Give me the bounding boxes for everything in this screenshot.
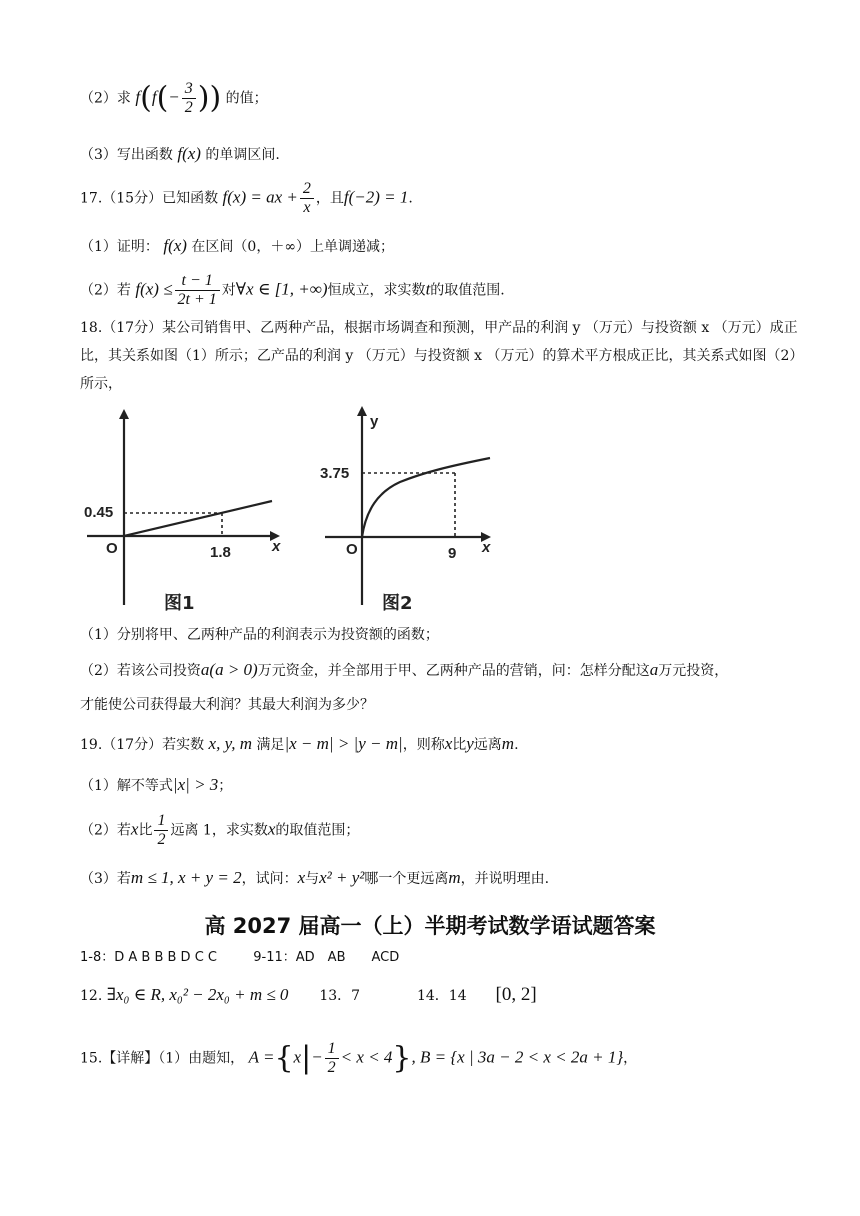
- figure-1: [82, 405, 292, 615]
- q19-p1-ineq: |x| > 3: [172, 775, 219, 794]
- q17-p2-fraction: [175, 272, 220, 309]
- fig2-yaxis-label: y: [370, 413, 379, 430]
- q17-end: .: [408, 190, 413, 207]
- q19-p1-end: ；: [218, 778, 233, 794]
- q19-head-text: 19.（17分）若实数: [80, 737, 205, 753]
- q19-head: [80, 734, 800, 754]
- fraction-num: t − 1: [175, 272, 220, 291]
- q19-bi: 比: [452, 737, 467, 753]
- q19-p2-post: 远离 1，求实数: [170, 822, 268, 839]
- answers-q15: [80, 1040, 800, 1077]
- answers-q14: 14．14: [416, 988, 467, 1004]
- q19-mid2: ，则称: [402, 737, 445, 753]
- fraction-den: x: [303, 199, 311, 216]
- q17-p2-pre: （2）若: [80, 282, 131, 299]
- q17-cond: f(−2) = 1: [343, 187, 409, 207]
- q19-p2-end: 的取值范围；: [275, 822, 360, 839]
- answers-q12: ∃x₀ ∈ R, x₀² − 2x₀ + m ≤ 0: [106, 985, 289, 1004]
- q19-ineq: |x − m| > |y − m|: [284, 734, 403, 753]
- q18-text: 18.（17分）某公司销售甲、乙两种产品，根据市场调查和预测，甲产品的利润 y （万元）与投资额 x （万元）成正比，其关系如图（1）所示；乙产品的利润 y （万元）与投资额 x （万元）的算术平方根成正比，其关系式如图（2）所示，: [80, 320, 804, 392]
- q18-p2-mid: 万元资金，并全部用于甲、乙两种产品的营销，问：怎样分配这: [257, 663, 650, 679]
- answers-q15-Arest: < x < 4: [340, 1047, 393, 1067]
- q18-part2: [80, 660, 800, 680]
- q19-part2: [80, 812, 800, 849]
- fraction-den: 2: [184, 99, 193, 116]
- fraction-num: 1: [154, 812, 168, 831]
- fig2-xtick: 9: [448, 545, 457, 562]
- fig2-ytick: 3.75: [320, 465, 350, 482]
- q17-p1-post: 在区间（0，＋∞）上单调递减；: [191, 239, 394, 255]
- q17-mid: ，且: [315, 190, 344, 207]
- q19-x: x: [444, 734, 453, 753]
- fraction-den: 2: [327, 1059, 336, 1076]
- q19-p2-bi: 比: [138, 822, 153, 839]
- q17-fx: f(x) = ax +: [222, 187, 298, 207]
- q19-p3-cond: m ≤ 1, x + y = 2: [130, 868, 242, 887]
- q17-p2-range: ∀x ∈ [1, +∞): [235, 279, 328, 299]
- q17-p2-post: 恒成立，求实数: [327, 282, 426, 299]
- answers-q13: 13．7: [319, 988, 361, 1004]
- q16-p2-post: 的值；: [225, 90, 268, 107]
- answers-q15-x: x: [293, 1047, 302, 1067]
- minus-sign: −: [168, 87, 180, 107]
- fig1-xtick: 1.8: [210, 544, 231, 561]
- q16-p2-pre: （2）求: [80, 90, 131, 107]
- q19-p3-with: 与: [305, 871, 320, 887]
- q17-p1-pre: （1）证明：: [80, 239, 159, 255]
- fig1-ytick: 0.45: [84, 504, 114, 521]
- paren-open-inner: (: [156, 80, 169, 116]
- answers-q14-interval: [0, 2]: [495, 984, 537, 1005]
- q18-p2-post: 万元投资，: [658, 663, 729, 679]
- q19-p3-expr: x² + y²: [319, 868, 365, 887]
- q16-p3-fx: f(x): [177, 144, 201, 163]
- answers-q15-end: ，: [623, 1050, 638, 1067]
- fig2-caption: 图2: [382, 593, 413, 614]
- q17-part1: [80, 236, 800, 256]
- q19-part3: [80, 868, 800, 888]
- fig1-xaxis-label: x: [272, 538, 281, 555]
- figure-2: [320, 400, 500, 615]
- q17-fraction: [300, 180, 314, 217]
- q19-p3-post: 哪一个更远离: [364, 871, 449, 887]
- answers-multi: 9-11：AD AB ACD: [253, 950, 400, 965]
- fig1-line: [124, 501, 272, 536]
- q19-vars: x, y, m: [208, 734, 252, 753]
- q17-p2-end: 的取值范围.: [430, 282, 505, 299]
- answers-mc: 1-8：D A B B B D C C: [80, 950, 217, 965]
- q16-p2-fraction: [182, 80, 196, 117]
- q19-p2-x: x: [130, 819, 139, 839]
- fig1-origin: O: [106, 540, 118, 557]
- answers-q15-A: A =: [248, 1047, 275, 1067]
- q17-head: [80, 180, 800, 217]
- fig1-caption: 图1: [164, 593, 195, 614]
- answers-q15-head: 15.【详解】（1）由题知，: [80, 1050, 245, 1067]
- q19-p2-x2: x: [267, 819, 276, 839]
- brace-open: {: [274, 1040, 294, 1076]
- q17-p1-fx: f(x): [163, 236, 187, 255]
- paren-close: ): [209, 80, 222, 116]
- fig2-curve: [362, 458, 490, 537]
- fraction-num: 1: [325, 1040, 339, 1059]
- q18-p2-pre: （2）若该公司投资: [80, 663, 201, 679]
- q17-head-text: 17.（15分）已知函数: [80, 190, 219, 207]
- q19-part1: [80, 775, 800, 795]
- q16-p3-post: 的单调区间.: [205, 147, 280, 163]
- answers-q15-fraction: [325, 1040, 339, 1077]
- q19-y: y: [466, 734, 474, 753]
- answers-q15-B: , B = {x | 3a − 2 < x < 2a + 1}: [411, 1047, 624, 1067]
- paren-open: (: [140, 80, 152, 116]
- fraction-den: 2t + 1: [177, 291, 217, 308]
- q19-p3-pre: （3）若: [80, 871, 131, 887]
- paren-close-inner: ): [197, 80, 210, 116]
- q19-p2-pre: （2）若: [80, 822, 131, 839]
- answers-q12-label: 12.: [80, 988, 103, 1004]
- fraction-den: 2: [157, 831, 166, 848]
- q19-p2-fraction: [154, 812, 168, 849]
- q19-p3-end: ，并说明理由.: [460, 871, 550, 887]
- answers-title: 高 2027 届高一（上）半期考试数学语试题答案: [204, 914, 656, 938]
- q17-p2-fx: f(x) ≤: [135, 279, 173, 299]
- fraction-num: 3: [182, 80, 196, 99]
- answers-q15-minus: −: [311, 1047, 323, 1067]
- q19-far: 远离: [473, 737, 502, 753]
- answers-fill-line: [80, 984, 800, 1007]
- brace-close: }: [392, 1040, 412, 1076]
- q16-p2-f2: f: [151, 87, 157, 107]
- q17-part2: [80, 272, 800, 309]
- fig2-y-arrow: [357, 406, 367, 416]
- fraction-num: 2: [300, 180, 314, 199]
- answers-mc-line: [80, 950, 800, 966]
- q16-p3-pre: （3）写出函数: [80, 147, 173, 163]
- q17-p2-t: t: [425, 279, 431, 299]
- fig2-origin: O: [346, 541, 358, 558]
- q16-p2-f1: f: [135, 87, 141, 107]
- fig1-y-arrow: [119, 409, 129, 419]
- q19-p3-m: m: [448, 868, 461, 887]
- q19-p3-mid: ，试问：: [241, 871, 298, 887]
- q19-mid: 满足: [256, 737, 285, 753]
- q19-end: .: [514, 737, 519, 753]
- q18-part2-cont: 才能使公司获得最大利润？其最大利润为多少？: [80, 697, 374, 713]
- q19-m: m: [501, 734, 515, 753]
- q19-p3-x: x: [297, 868, 306, 887]
- q16-part3: [80, 144, 800, 164]
- fig2-xaxis-label: x: [482, 539, 491, 556]
- q17-p2-mid: 对: [221, 282, 236, 299]
- q19-p1-pre: （1）解不等式: [80, 778, 173, 794]
- q16-part2: [80, 80, 800, 117]
- q18-p2-a2: a: [649, 660, 659, 679]
- q18-p2-a: a(a > 0): [200, 660, 258, 679]
- bar: |: [301, 1040, 312, 1076]
- q18-part1: （1）分别将甲、乙两种产品的利润表示为投资额的函数；: [80, 627, 439, 643]
